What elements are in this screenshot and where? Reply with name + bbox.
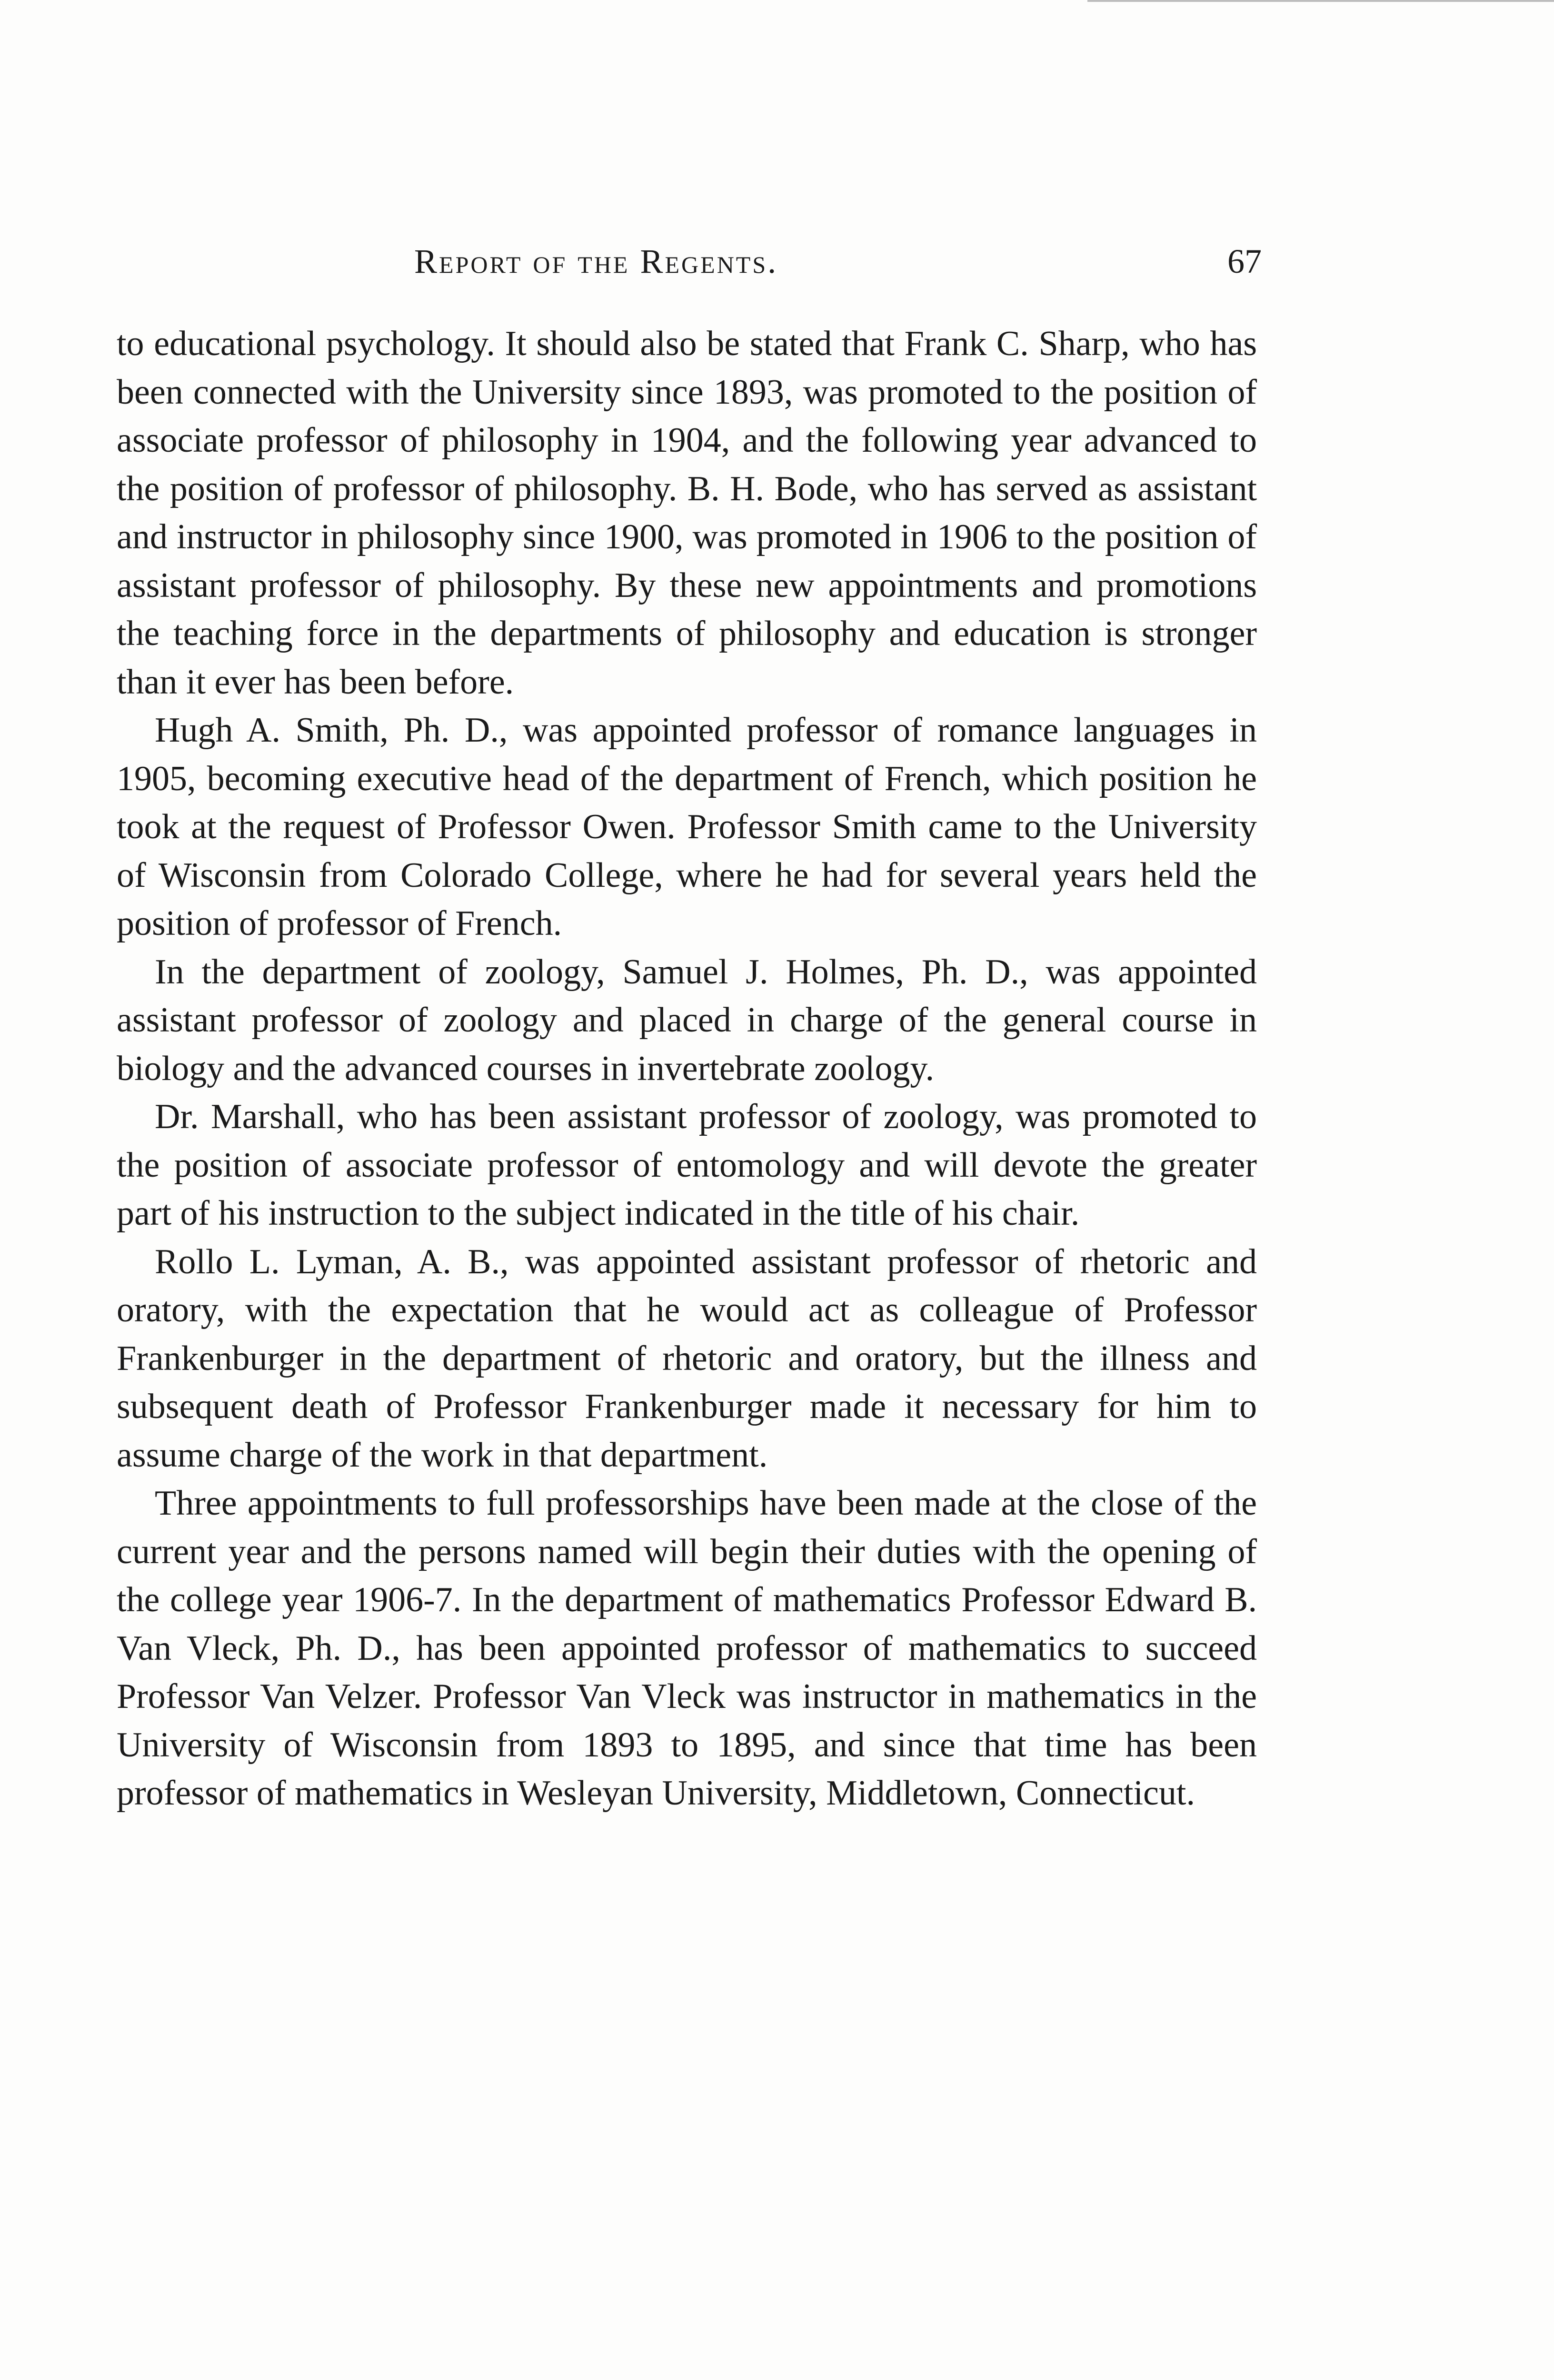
scan-edge-rule xyxy=(1087,0,1554,2)
paragraph-philosophy-education: to educational psychology. It should also be stated that Frank C. Sharp, who has been connected with the University since 1893, was promoted to the position of associate professor of philosophy in 1904, and the following year advanced to the position of professor of philosophy. B. H. Bode, who has served as assistant and instructor in philosophy since 1900, was promoted in 1906 to the position of assistant professor of philosophy. By these new appointments and promotions the teaching force in the departments of philosophy and education is stronger than it ever has been before. xyxy=(117,324,1257,702)
paragraph-rhetoric-oratory: Rollo L. Lyman, A. B., was appointed assistant professor of rhetoric and oratory, with the expectation that he would act as colleague of Professor Frankenburger in the department of rhetoric and oratory, but the illness and subsequent death of Professor Frankenburger made it necessary for him to assume charge of the work in that department. xyxy=(117,1242,1257,1475)
paragraph-full-professorships: Three appointments to full professorships have been made at the close of the current year and the persons named will begin their duties with the opening of the college year 1906-7. In the department of mathematics Professor Edward B. Van Vleck, Ph. D., has been appointed professor of mathematics to succeed Professor Van Velzer. Professor Van Vleck was instructor in mathematics in the University of Wisconsin from 1893 to 1895, and since that time has been professor of mathematics in Wesleyan University, Middletown, Connecticut. xyxy=(117,1484,1257,1813)
paragraph-entomology: Dr. Marshall, who has been assistant professor of zoology, was promoted to the position of associate professor of entomology and will devote the greater part of his instruction to the subject indicated in the title of his chair. xyxy=(117,1097,1257,1233)
running-title: Report of the Regents. xyxy=(414,242,778,280)
page-number: 67 xyxy=(1227,242,1262,280)
body-text xyxy=(117,320,1257,1818)
page-header xyxy=(119,242,1262,285)
paragraph-romance-languages: Hugh A. Smith, Ph. D., was appointed professor of romance languages in 1905, becoming executive head of the department of French, which position he took at the request of Professor Owen. Professor Smith came to the University of Wisconsin from Colorado College, where he had for several years held the position of professor of French. xyxy=(117,711,1257,943)
paragraph-zoology: In the department of zoology, Samuel J. Holmes, Ph. D., was appointed assistant professor of zoology and placed in charge of the general course in biology and the advanced courses in invertebrate zoology. xyxy=(117,952,1257,1088)
